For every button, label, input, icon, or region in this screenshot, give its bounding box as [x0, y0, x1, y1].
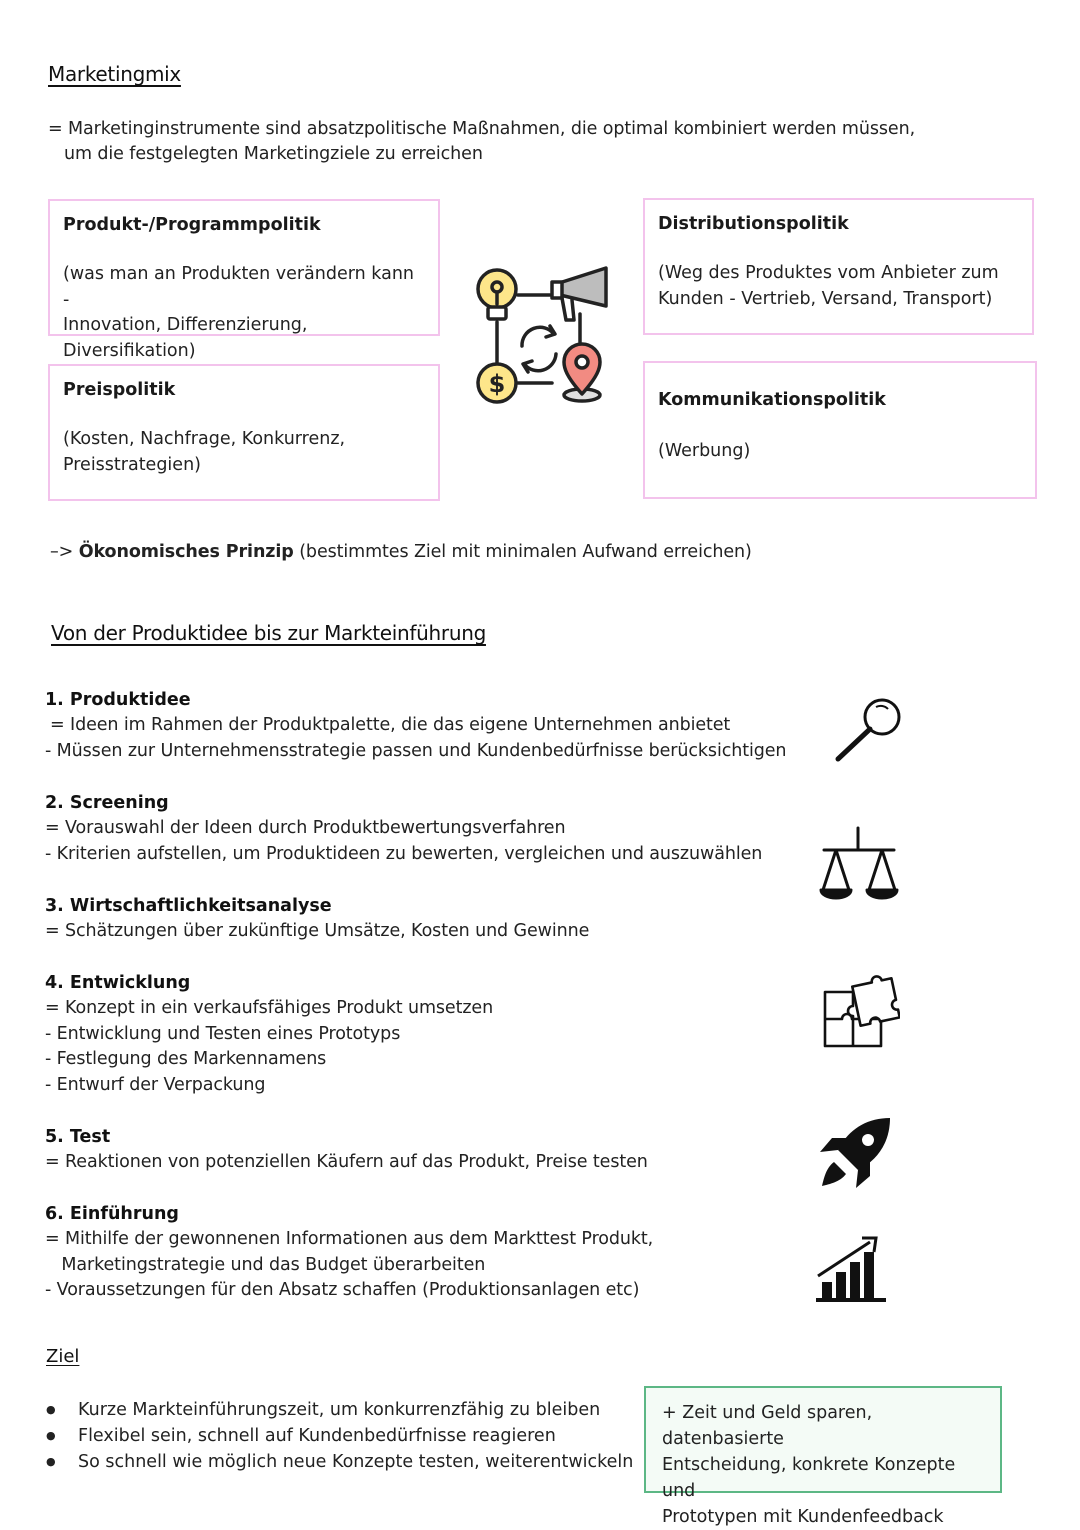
box-preispolitik-line2: Preisstrategien) [63, 454, 201, 475]
step-1 [45, 687, 825, 764]
step-6-line3: - Voraussetzungen für den Absatz schaffen (Produktionsanlagen etc) [45, 1280, 640, 1300]
box-distributionspolitik-line2: Kunden - Vertrieb, Versand, Transport) [658, 288, 993, 309]
box-produktpolitik-line2: Innovation, Differenzierung, Diversifikation) [63, 315, 308, 361]
benefit-line2: Entscheidung, konkrete Konzepte und [662, 1455, 956, 1501]
box-preispolitik-line1: (Kosten, Nachfrage, Konkurrenz, [63, 429, 346, 449]
marketingmix-definition-line1: = Marketinginstrumente sind absatzpolitische Maßnahmen, die optimal kombiniert werden müssen, [48, 119, 916, 139]
marketing-mix-icon [470, 262, 612, 406]
puzzle-icon [820, 974, 900, 1052]
box-kommunikationspolitik-head: Kommunikationspolitik [658, 390, 886, 410]
marketingmix-definition-line2: um die festgelegten Marketingziele zu erreichen [64, 144, 483, 164]
box-preispolitik-head: Preispolitik [63, 380, 176, 400]
ziel-bullet-list [46, 1397, 633, 1475]
rocket-icon [816, 1116, 892, 1192]
benefit-line3: Prototypen mit Kundenfeedback [662, 1507, 944, 1527]
prinzip-rest: (bestimmtes Ziel mit minimalen Aufwand erreichen) [299, 542, 752, 562]
step-2-line2: - Kriterien aufstellen, um Produktideen zu bewerten, vergleichen und auszuwählen [45, 843, 763, 864]
step-6-line1: = Mithilfe der gewonnenen Informationen aus dem Markttest Produkt, [45, 1229, 654, 1249]
box-kommunikationspolitik-line1: (Werbung) [658, 441, 751, 461]
box-preispolitik [48, 364, 440, 501]
scale-icon [818, 826, 902, 902]
prinzip-bold: Ökonomisches Prinzip [78, 542, 294, 562]
benefit-line1: + Zeit und Geld sparen, datenbasierte [662, 1403, 873, 1449]
ziel-bullet-2: ● Flexibel sein, schnell auf Kundenbedürfnisse reagieren [46, 1423, 633, 1449]
step-6 [45, 1201, 825, 1304]
box-produktpolitik-line1: (was man an Produkten verändern kann - [63, 264, 415, 310]
step-6-line2: Marketingstrategie und das Budget überarbeiten [45, 1254, 486, 1275]
ziel-bullet-1: ● Kurze Markteinführungszeit, um konkurrenzfähig zu bleiben [46, 1397, 633, 1423]
ziel-bullet-3: ● So schnell wie möglich neue Konzepte testen, weiterentwickeln [46, 1449, 633, 1475]
step-2 [45, 790, 825, 867]
step-5-title: 5. Test [45, 1127, 111, 1147]
marketingmix-title: Marketingmix [48, 62, 181, 86]
magnifier-icon [832, 695, 906, 765]
box-produktpolitik-head: Produkt-/Programmpolitik [63, 215, 321, 235]
step-4-title: 4. Entwicklung [45, 973, 191, 993]
ziel-title: Ziel [46, 1346, 80, 1367]
produktidee-title: Von der Produktidee bis zur Markteinführung [51, 621, 486, 645]
step-4-line4: - Entwurf der Verpackung [45, 1074, 266, 1095]
box-produktpolitik [48, 199, 440, 361]
growth-chart-icon [814, 1234, 890, 1304]
benefit-box [644, 1386, 1002, 1527]
step-2-line1: = Vorauswahl der Ideen durch Produktbewertungsverfahren [45, 818, 566, 838]
box-distributionspolitik-head: Distributionspolitik [658, 214, 849, 234]
step-2-title: 2. Screening [45, 793, 169, 813]
box-distributionspolitik-line1: (Weg des Produktes vom Anbieter zum [658, 263, 999, 283]
step-4-line1: = Konzept in ein verkaufsfähiges Produkt umsetzen [45, 998, 494, 1018]
step-1-line1: = Ideen im Rahmen der Produktpalette, die das eigene Unternehmen anbietet [50, 715, 731, 735]
oekonomisches-prinzip [50, 540, 752, 566]
step-3-title: 3. Wirtschaftlichkeitsanalyse [45, 896, 332, 916]
step-1-title: 1. Produktidee [45, 690, 191, 710]
step-4-line3: - Festlegung des Markennamens [45, 1049, 327, 1069]
step-3-line1: = Schätzungen über zukünftige Umsätze, Kosten und Gewinne [45, 921, 590, 941]
step-4 [45, 970, 825, 1098]
prinzip-arrow: –> [50, 542, 74, 562]
step-1-line2: - Müssen zur Unternehmensstrategie passen und Kundenbedürfnisse berücksichtigen [45, 740, 787, 761]
box-kommunikationspolitik [643, 361, 1037, 499]
step-6-title: 6. Einführung [45, 1204, 179, 1224]
step-4-line2: - Entwicklung und Testen eines Prototyps [45, 1023, 401, 1044]
step-3 [45, 893, 825, 945]
step-5 [45, 1124, 825, 1176]
svg-text:$: $ [488, 370, 506, 398]
box-distributionspolitik [643, 198, 1034, 335]
step-5-line1: = Reaktionen von potenziellen Käufern auf das Produkt, Preise testen [45, 1152, 648, 1172]
